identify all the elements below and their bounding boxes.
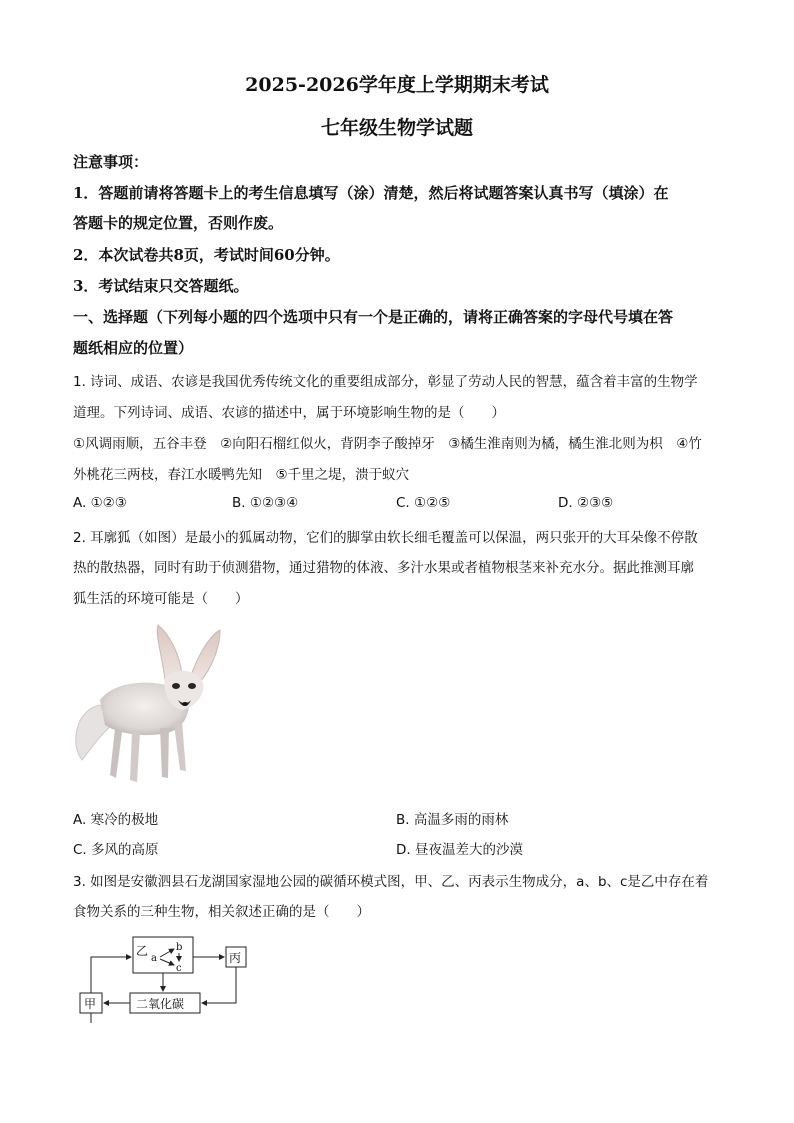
question-2-line-2: 热的散热器，同时有助于侦测猎物，通过猎物的体液、多汁水果或者植物根茎来补充水分。据此推测耳廓: [73, 560, 694, 576]
question-1-line-2: 道理。下列诗词、成语、农谚的描述中，属于环境影响生物的是（ ）: [73, 405, 505, 421]
question-1-line-4: 外桃花三两枝，春江水暖鸭先知 ⑤千里之堤，溃于蚁穴: [73, 467, 410, 483]
label-co2: 二氧化碳: [136, 997, 185, 1011]
label-c: c: [176, 963, 182, 974]
question-1-option-b: B. ①②③④: [232, 495, 299, 511]
label-yi: 乙: [136, 944, 149, 958]
question-2-option-b: B. 高温多雨的雨林: [396, 812, 509, 828]
question-2-option-c: C. 多风的高原: [73, 842, 159, 858]
question-1-option-c: C. ①②⑤: [396, 495, 451, 511]
question-1-line-1: 1. 诗词、成语、农谚是我国优秀传统文化的重要组成部分，彰显了劳动人民的智慧，蕴含着丰富的生物学: [73, 374, 698, 390]
question-2-option-a: A. 寒冷的极地: [73, 812, 159, 828]
notice-item-1-line-2: 答题卡的规定位置，否则作废。: [73, 214, 284, 232]
fennec-fox-image: [70, 620, 250, 790]
section-1-heading-line-2: 题纸相应的位置）: [73, 339, 194, 357]
question-3-line-1: 3. 如图是安徽泗县石龙湖国家湿地公园的碳循环模式图，甲、乙、丙表示生物成分，a、b、c是乙中存在着: [73, 874, 709, 890]
label-jia: 甲: [84, 997, 97, 1011]
question-1-option-d: D. ②③⑤: [558, 495, 614, 511]
section-1-heading-line-1: 一、选择题（下列每小题的四个选项中只有一个是正确的，请将正确答案的字母代号填在答: [73, 308, 674, 326]
question-3-line-2: 食物关系的三种生物，相关叙述正确的是（ ）: [73, 904, 370, 920]
label-bing: 丙: [229, 951, 242, 965]
question-1-line-3: ①风调雨顺，五谷丰登 ②向阳石榴红似火，背阴李子酸掉牙 ③橘生淮南则为橘，橘生淮北则为枳 ④竹: [73, 436, 702, 452]
exam-subtitle: 七年级生物学试题: [320, 117, 473, 139]
notice-item-3: 3．考试结束只交答题纸。: [73, 277, 249, 295]
label-b: b: [176, 942, 183, 953]
label-a: a: [151, 953, 157, 964]
exam-title: 2025-2026学年度上学期期末考试: [245, 74, 549, 96]
carbon-cycle-diagram: [78, 935, 248, 1025]
question-2-line-3: 狐生活的环境可能是（ ）: [73, 591, 249, 607]
notice-heading: 注意事项：: [73, 153, 149, 171]
question-2-line-1: 2. 耳廓狐（如图）是最小的狐属动物，它们的脚掌由软长细毛覆盖可以保温，两只张开的大耳朵像不停散: [73, 530, 698, 546]
question-2-option-d: D. 昼夜温差大的沙漠: [396, 842, 523, 858]
question-1-option-a: A. ①②③: [73, 495, 127, 511]
notice-item-1-line-1: 1．答题前请将答题卡上的考生信息填写（涂）清楚，然后将试题答案认真书写（填涂）在: [73, 184, 669, 202]
notice-item-2: 2．本次试卷共8页，考试时间60分钟。: [73, 246, 340, 264]
